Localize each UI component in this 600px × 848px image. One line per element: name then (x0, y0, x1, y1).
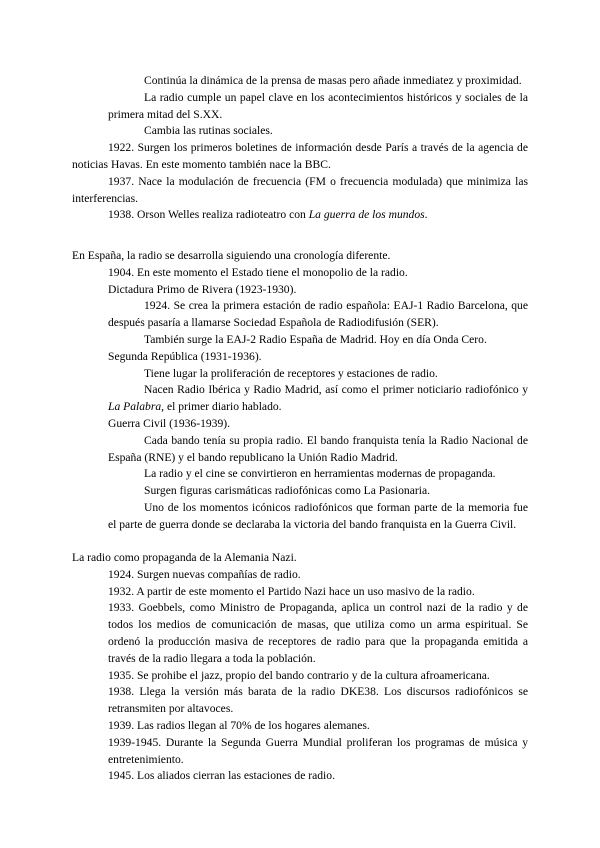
nazi-section (72, 550, 528, 785)
spain-item-10: La radio y el cine se convirtieron en herramientas modernas de propaganda. (144, 467, 496, 481)
spain-section (72, 248, 528, 534)
intro-paragraph-1: Continúa la dinámica de la prensa de masas pero añade inmediatez y proximidad. (144, 74, 522, 87)
spain-item-3: 1924. Se crea la primera estación de radio española: EAJ-1 Radio Barcelona, que después pasaría a llamarse Sociedad Española de Radiodifusión (SER). (108, 299, 528, 330)
nazi-item-7: 1939-1945. Durante la Segunda Guerra Mundial proliferan los programas de música y entretenimiento. (108, 735, 528, 766)
spain-item-7: Nacen Radio Ibérica y Radio Madrid, así como el primer noticiario radiofónico y La Palabra, el primer diario hablado. (108, 383, 528, 414)
spain-item-1: 1904. En este momento el Estado tiene el monopolio de la radio. (108, 265, 408, 279)
spain-item-5: Segunda República (1931-1936). (108, 349, 262, 363)
nazi-item-2: 1932. A partir de este momento el Partido Nazi hace un uso masivo de la radio. (108, 584, 475, 598)
intro-paragraph-5: 1937. Nace la modulación de frecuencia (FM o frecuencia modulada) que minimiza las interferencias. (72, 174, 528, 205)
nazi-item-6: 1939. Las radios llegan al 70% de los hogares alemanes. (108, 718, 370, 732)
spain-item-6: Tiene lugar la proliferación de receptores y estaciones de radio. (144, 366, 438, 380)
nazi-item-5: 1938. Llega la versión más barata de la radio DKE38. Los discursos radiofónicos se retransmiten por altavoces. (108, 685, 528, 716)
nazi-item-1: 1924. Surgen nuevas compañías de radio. (108, 567, 301, 581)
nazi-item-4: 1935. Se prohibe el jazz, propio del bando contrario y de la cultura afroamericana. (108, 668, 490, 682)
spain-item-8: Guerra Civil (1936-1939). (108, 416, 231, 430)
spain-item-4: También surge la EAJ-2 Radio España de Madrid. Hoy en día Onda Cero. (144, 332, 487, 346)
intro-paragraph-2: La radio cumple un papel clave en los acontecimientos históricos y sociales de la primera mitad del S.XX. (108, 90, 528, 121)
newspaper-title: La Palabra (108, 400, 162, 414)
work-title: La guerra de los mundos (308, 208, 425, 222)
intro-paragraph-3: Cambia las rutinas sociales. (144, 124, 273, 138)
nazi-item-8: 1945. Los aliados cierran las estaciones de radio. (108, 769, 335, 783)
spain-item-12: Uno de los momentos icónicos radiofónicos que forman parte de la memoria fue el parte de guerra donde se declaraba la victoria del bando franquista en la Guerra Civil. (108, 500, 528, 531)
intro-section (72, 73, 528, 224)
spain-item-11: Surgen figuras carismáticas radiofónicas como La Pasionaria. (144, 484, 430, 498)
nazi-heading: La radio como propaganda de la Alemania Nazi. (72, 551, 297, 564)
spain-item-2: Dictadura Primo de Rivera (1923-1930). (108, 282, 297, 296)
intro-paragraph-4: 1922. Surgen los primeros boletines de información desde París a través de la agencia de noticias Havas. En este momento también nace la BBC. (72, 141, 528, 171)
spain-item-9: Cada bando tenía su propia radio. El bando franquista tenía la Radio Nacional de España (RNE) y el bando republicano la Unión Radio Madrid. (108, 433, 528, 464)
spain-heading: En España, la radio se desarrolla siguiendo una cronología diferente. (72, 249, 391, 262)
intro-paragraph-6: 1938. Orson Welles realiza radioteatro con La guerra de los mundos. (108, 208, 428, 222)
nazi-item-3: 1933. Goebbels, como Ministro de Propaganda, aplica un control nazi de la radio y de todos los medios de comunicación de masas, que utiliza como un arma espiritual. Se ordenó la producción masiva de receptores de radio para que la propaganda emitida a través de la radio llegara a toda la población. (108, 601, 528, 665)
